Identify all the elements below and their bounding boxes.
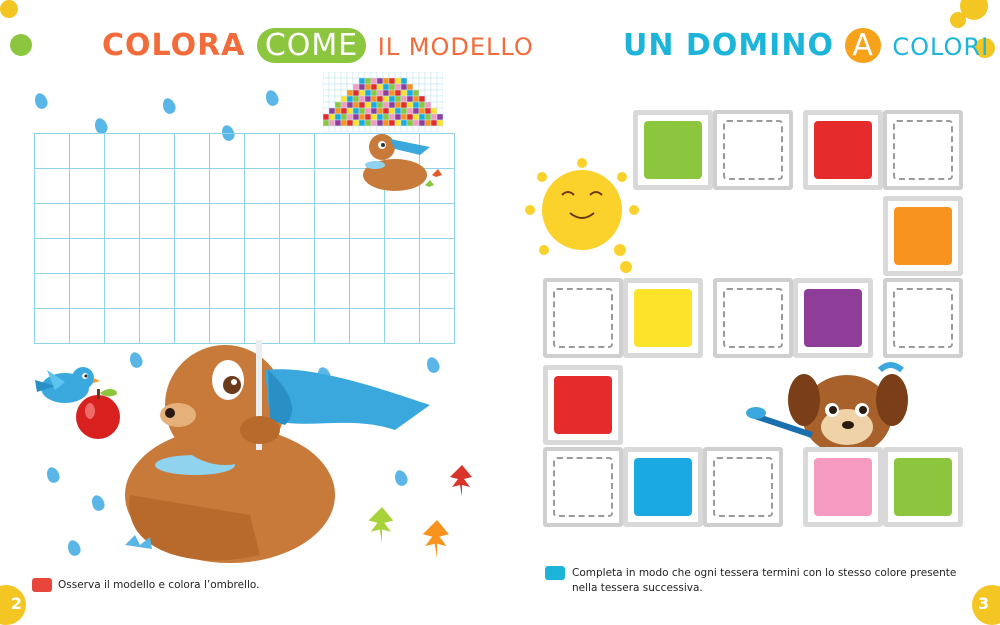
pixel-cell — [347, 96, 353, 102]
pixel-cell — [359, 96, 365, 102]
pixel-cell — [371, 96, 377, 102]
pixel-cell — [419, 102, 425, 108]
pixel-cell — [395, 102, 401, 108]
pixel-cell — [353, 90, 359, 96]
pixel-cell — [401, 84, 407, 90]
pixel-cell — [335, 114, 341, 120]
pixel-cell — [413, 102, 419, 108]
small-squirrel-illustration — [350, 125, 450, 195]
pixel-cell — [425, 96, 431, 102]
pixel-cell — [383, 78, 389, 84]
pixel-cell — [365, 108, 371, 114]
apple-illustration — [72, 385, 124, 441]
sun-illustration — [522, 155, 642, 280]
pixel-cell — [431, 102, 437, 108]
puppy-illustration — [742, 355, 932, 455]
pixel-cell — [437, 72, 443, 78]
pixel-cell — [419, 72, 425, 78]
pixel-cell — [341, 96, 347, 102]
pixel-cell — [335, 90, 341, 96]
pixel-cell — [347, 84, 353, 90]
pixel-cell — [383, 114, 389, 120]
pixel-cell — [347, 108, 353, 114]
pixel-cell — [425, 108, 431, 114]
pixel-cell — [401, 114, 407, 120]
pixel-cell — [359, 78, 365, 84]
left-page-title — [102, 28, 534, 63]
pixel-cell — [353, 114, 359, 120]
pixel-cell — [401, 102, 407, 108]
pixel-cell — [359, 84, 365, 90]
pixel-cell — [395, 96, 401, 102]
pixel-cell — [371, 72, 377, 78]
pixel-cell — [359, 114, 365, 120]
pixel-cell — [329, 78, 335, 84]
domino-half-colored — [883, 447, 963, 527]
color-swatch — [804, 289, 862, 347]
pixel-cell — [389, 84, 395, 90]
pixel-cell — [359, 72, 365, 78]
pixel-cell — [359, 90, 365, 96]
right-instruction — [572, 566, 956, 596]
pixel-cell — [347, 90, 353, 96]
instruction-line: Completa in modo che ogni tessera termini con lo stesso colore presente — [572, 567, 957, 579]
pixel-cell — [431, 72, 437, 78]
pixel-cell — [323, 84, 329, 90]
domino-half-empty[interactable] — [703, 447, 783, 527]
pixel-cell — [341, 114, 347, 120]
raindrop-icon — [66, 538, 83, 557]
instruction-line: nella tessera successiva. — [572, 582, 703, 594]
pixel-cell — [323, 72, 329, 78]
pixel-cell — [413, 114, 419, 120]
leaf-icon — [368, 507, 396, 543]
pixel-cell — [395, 72, 401, 78]
pixel-cell — [323, 102, 329, 108]
raindrop-icon — [161, 96, 178, 115]
pixel-cell — [347, 72, 353, 78]
pixel-cell — [425, 114, 431, 120]
pixel-cell — [353, 72, 359, 78]
pixel-cell — [365, 96, 371, 102]
pixel-cell — [437, 114, 443, 120]
title-pill: COME — [257, 28, 366, 63]
pixel-cell — [401, 72, 407, 78]
pixel-cell — [335, 102, 341, 108]
pixel-cell — [371, 102, 377, 108]
pixel-cell — [341, 90, 347, 96]
pixel-cell — [347, 102, 353, 108]
pixel-cell — [365, 114, 371, 120]
pixel-cell — [323, 108, 329, 114]
pixel-cell — [395, 114, 401, 120]
pixel-cell — [341, 78, 347, 84]
pixel-cell — [437, 90, 443, 96]
title-word: COLORA — [102, 28, 246, 63]
activity-icon — [32, 578, 52, 592]
pixel-umbrella-model — [323, 72, 443, 132]
corner-dot — [950, 12, 966, 28]
pixel-cell — [323, 96, 329, 102]
pixel-cell — [389, 90, 395, 96]
pixel-cell — [329, 72, 335, 78]
pixel-cell — [431, 108, 437, 114]
pixel-cell — [425, 90, 431, 96]
pixel-cell — [437, 102, 443, 108]
pixel-cell — [323, 114, 329, 120]
pixel-cell — [323, 90, 329, 96]
pixel-cell — [383, 102, 389, 108]
pixel-cell — [407, 84, 413, 90]
domino-half-empty[interactable] — [543, 447, 623, 527]
pixel-cell — [401, 108, 407, 114]
title-rest: IL MODELLO — [377, 33, 534, 61]
domino-half-empty[interactable] — [883, 110, 963, 190]
pixel-cell — [395, 78, 401, 84]
color-swatch — [814, 458, 872, 516]
pixel-cell — [341, 84, 347, 90]
pixel-cell — [383, 84, 389, 90]
pixel-cell — [329, 126, 335, 132]
color-swatch — [894, 207, 952, 265]
pixel-cell — [419, 78, 425, 84]
pixel-cell — [431, 96, 437, 102]
pixel-cell — [413, 72, 419, 78]
pixel-cell — [323, 78, 329, 84]
pixel-cell — [437, 108, 443, 114]
pixel-cell — [425, 84, 431, 90]
pixel-cell — [377, 96, 383, 102]
pixel-cell — [413, 78, 419, 84]
pixel-cell — [329, 114, 335, 120]
pixel-cell — [371, 108, 377, 114]
pixel-cell — [353, 102, 359, 108]
pixel-cell — [377, 108, 383, 114]
pixel-cell — [359, 108, 365, 114]
pixel-cell — [389, 72, 395, 78]
pixel-cell — [419, 108, 425, 114]
pixel-cell — [335, 126, 341, 132]
pixel-cell — [389, 114, 395, 120]
pixel-cell — [377, 84, 383, 90]
pixel-cell — [395, 84, 401, 90]
pixel-cell — [383, 96, 389, 102]
pixel-cell — [335, 78, 341, 84]
color-swatch — [644, 121, 702, 179]
color-swatch — [814, 121, 872, 179]
pixel-cell — [335, 120, 341, 126]
raindrop-icon — [33, 91, 50, 110]
domino-half-colored — [793, 278, 873, 358]
domino-half-empty[interactable] — [883, 278, 963, 358]
domino-half-colored — [633, 110, 713, 190]
pixel-cell — [407, 108, 413, 114]
pixel-cell — [407, 78, 413, 84]
pixel-cell — [365, 84, 371, 90]
title-rest: COLORI — [892, 33, 990, 61]
raindrop-icon — [90, 493, 107, 512]
pixel-cell — [335, 108, 341, 114]
pixel-cell — [359, 102, 365, 108]
pixel-cell — [347, 114, 353, 120]
pixel-cell — [425, 78, 431, 84]
domino-half-colored — [803, 110, 883, 190]
pixel-cell — [383, 72, 389, 78]
pixel-cell — [407, 102, 413, 108]
pixel-cell — [341, 102, 347, 108]
pixel-cell — [353, 84, 359, 90]
pixel-cell — [341, 126, 347, 132]
pixel-cell — [431, 114, 437, 120]
domino-half-colored — [623, 278, 703, 358]
color-swatch — [894, 458, 952, 516]
pixel-cell — [437, 96, 443, 102]
pixel-cell — [329, 96, 335, 102]
right-page-title — [623, 28, 989, 63]
pixel-cell — [419, 90, 425, 96]
pixel-cell — [365, 90, 371, 96]
pixel-cell — [395, 108, 401, 114]
pixel-cell — [335, 96, 341, 102]
pixel-cell — [341, 108, 347, 114]
pixel-cell — [323, 120, 329, 126]
pixel-cell — [407, 72, 413, 78]
color-swatch — [634, 458, 692, 516]
pixel-cell — [371, 114, 377, 120]
pixel-cell — [377, 72, 383, 78]
pixel-cell — [377, 114, 383, 120]
page-number-left: 2 — [0, 585, 26, 625]
pixel-cell — [335, 84, 341, 90]
pixel-cell — [323, 126, 329, 132]
leaf-icon — [450, 465, 474, 497]
pixel-cell — [413, 90, 419, 96]
pixel-cell — [407, 114, 413, 120]
pixel-cell — [341, 72, 347, 78]
pixel-cell — [365, 72, 371, 78]
pixel-cell — [431, 90, 437, 96]
pixel-cell — [389, 108, 395, 114]
squirrel-umbrella-illustration — [110, 335, 460, 570]
pixel-cell — [419, 84, 425, 90]
page-number-right: 3 — [972, 585, 1000, 625]
pixel-cell — [401, 78, 407, 84]
pixel-cell — [341, 120, 347, 126]
color-swatch — [554, 376, 612, 434]
pixel-cell — [371, 78, 377, 84]
pixel-cell — [383, 108, 389, 114]
corner-dot — [10, 34, 32, 56]
pixel-cell — [329, 90, 335, 96]
pixel-cell — [329, 84, 335, 90]
pixel-cell — [353, 108, 359, 114]
pixel-cell — [431, 84, 437, 90]
pixel-cell — [377, 102, 383, 108]
pixel-cell — [407, 96, 413, 102]
pixel-cell — [407, 90, 413, 96]
corner-dot — [0, 0, 18, 18]
title-pill: A — [845, 28, 881, 63]
pixel-cell — [419, 96, 425, 102]
pixel-cell — [413, 84, 419, 90]
domino-half-empty[interactable] — [713, 278, 793, 358]
pixel-cell — [401, 90, 407, 96]
pixel-cell — [377, 78, 383, 84]
pixel-cell — [425, 102, 431, 108]
pixel-cell — [353, 78, 359, 84]
pixel-cell — [353, 96, 359, 102]
pixel-cell — [371, 84, 377, 90]
pixel-cell — [335, 72, 341, 78]
raindrop-icon — [45, 465, 62, 484]
pixel-cell — [329, 120, 335, 126]
domino-half-colored — [803, 447, 883, 527]
pixel-cell — [431, 78, 437, 84]
pixel-cell — [437, 78, 443, 84]
color-swatch — [634, 289, 692, 347]
pixel-cell — [413, 108, 419, 114]
title-word: UN DOMINO — [623, 28, 834, 63]
pixel-cell — [329, 108, 335, 114]
pixel-cell — [401, 96, 407, 102]
pixel-cell — [329, 102, 335, 108]
pixel-cell — [389, 96, 395, 102]
pixel-cell — [437, 84, 443, 90]
left-instruction: Osserva il modello e colora l’ombrello. — [58, 579, 260, 591]
pixel-cell — [377, 90, 383, 96]
domino-half-colored — [883, 196, 963, 276]
pixel-cell — [389, 78, 395, 84]
leaf-icon — [420, 520, 454, 558]
pixel-cell — [347, 78, 353, 84]
pixel-cell — [425, 72, 431, 78]
pixel-cell — [365, 102, 371, 108]
activity-icon — [545, 566, 565, 580]
pixel-cell — [371, 90, 377, 96]
pixel-cell — [389, 102, 395, 108]
pixel-cell — [395, 90, 401, 96]
pixel-cell — [413, 96, 419, 102]
domino-half-colored — [543, 365, 623, 445]
pixel-cell — [383, 90, 389, 96]
domino-half-empty[interactable] — [713, 110, 793, 190]
raindrop-icon — [264, 88, 281, 107]
domino-half-colored — [623, 447, 703, 527]
pixel-cell — [365, 78, 371, 84]
domino-half-empty[interactable] — [543, 278, 623, 358]
pixel-cell — [419, 114, 425, 120]
